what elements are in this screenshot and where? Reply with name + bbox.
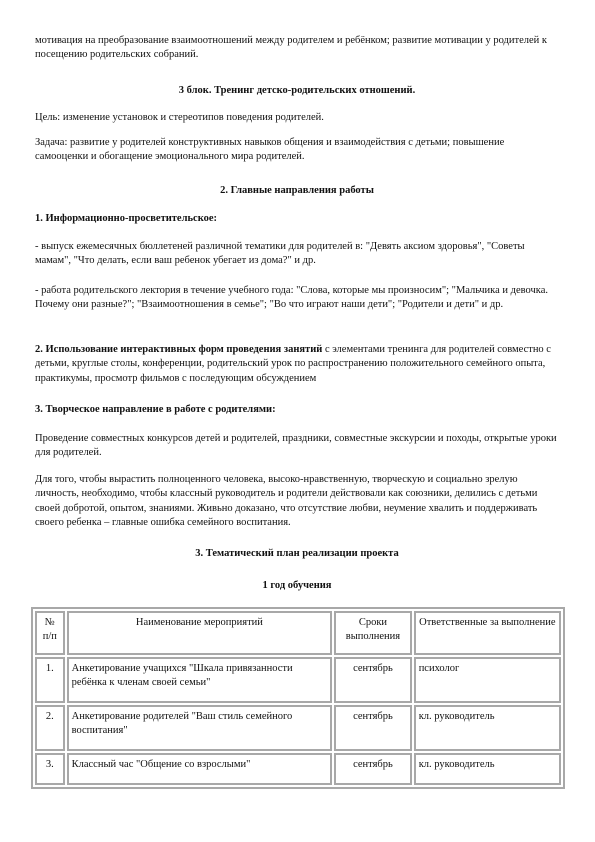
- row-num: 1.: [35, 657, 65, 703]
- header-num: № п/п: [35, 611, 65, 655]
- row-num: 2.: [35, 705, 65, 751]
- paragraph-conclusion: Для того, чтобы вырастить полноценного человека, высоко-нравственную, творческую и социально зрелую личность, необходимо, чтобы классный руководитель и родители действовали как союзники, делились с детьми своей добротой, опытом, знаниями. Живьно доказано, что отсутствие любви, неумение хвалить и поддерживать своего ребенка – главные ошибка семейного воспитания.: [35, 474, 538, 528]
- row-responsible: психолог: [414, 657, 561, 703]
- row-date: сентябрь: [334, 753, 411, 785]
- plan-table: [31, 607, 565, 789]
- row-responsible: кл. руководитель: [414, 753, 561, 785]
- header-name: Наименование мероприятий: [67, 611, 333, 655]
- interactive-bold-label: 2. Использование интерактивных форм проведения занятий: [35, 344, 323, 355]
- row-name: Анкетирование учащихся "Шкала привязанности ребёнка к членам своей семьи": [67, 657, 333, 703]
- heading-informational: 1. Информационно-просветительское:: [35, 213, 218, 224]
- interactive-text: с элементами тренинга для родителей совместно с детьми, круглые столы, конференции, родительский урок по распространению положительного семейного опыта, практикумы, просмотр фильмов с последующим обсуждением: [35, 344, 551, 384]
- paragraph-creative: Проведение совместных конкурсов детей и родителей, праздники, совместные экскурсии и походы, открытые уроки для родителей.: [35, 433, 557, 459]
- table-row: [35, 657, 561, 703]
- heading-block3: 3 блок. Тренинг детско-родительских отношений.: [178, 85, 416, 96]
- heading-plan: 3. Тематический план реализации проекта: [195, 548, 399, 559]
- table-row: [35, 753, 561, 785]
- bullet-bulletins: - выпуск ежемесячных бюллетеней различной тематики для родителей в: "Девять аксиом здоровья", "Советы мамам", "Что делать, если ваш ребенок убегает из дома?" и др.: [35, 241, 525, 267]
- row-name: Анкетирование родителей "Ваш стиль семейного воспитания": [67, 705, 333, 751]
- row-date: сентябрь: [334, 657, 411, 703]
- row-name: Классный час "Общение со взрослыми": [67, 753, 333, 785]
- table-header-row: [35, 611, 561, 655]
- paragraph-interactive: [35, 343, 559, 386]
- heading-directions: 2. Главные направления работы: [220, 185, 374, 196]
- heading-year: 1 год обучения: [262, 580, 332, 591]
- heading-creative: 3. Творческое направление в работе с родителями:: [35, 404, 276, 415]
- row-responsible: кл. руководитель: [414, 705, 561, 751]
- table-row: [35, 705, 561, 751]
- paragraph-task: Задача: развитие у родителей конструктивных навыков общения и взаимодействия с детьми; повышение самооценки и обогащение эмоционального мира родителей.: [35, 137, 505, 163]
- paragraph-motivation: мотивация на преобразование взаимоотношений между родителем и ребёнком; развитие мотивации у родителей к посещению родительских собраний.: [35, 35, 548, 61]
- row-date: сентябрь: [334, 705, 411, 751]
- header-responsible: Ответственные за выполнение: [414, 611, 561, 655]
- header-dates: Сроки выполнения: [334, 611, 411, 655]
- paragraph-goal: Цель: изменение установок и стереотипов поведения родителей.: [35, 112, 324, 123]
- bullet-lectures: - работа родительского лектория в течение учебного года: "Слова, которые мы произносим"; "Мальчика и девочка. Почему они разные?"; "Взаимоотношения в семье"; "Во что играют наши дети"; "Родители и дети" и др.: [35, 285, 549, 311]
- row-num: 3.: [35, 753, 65, 785]
